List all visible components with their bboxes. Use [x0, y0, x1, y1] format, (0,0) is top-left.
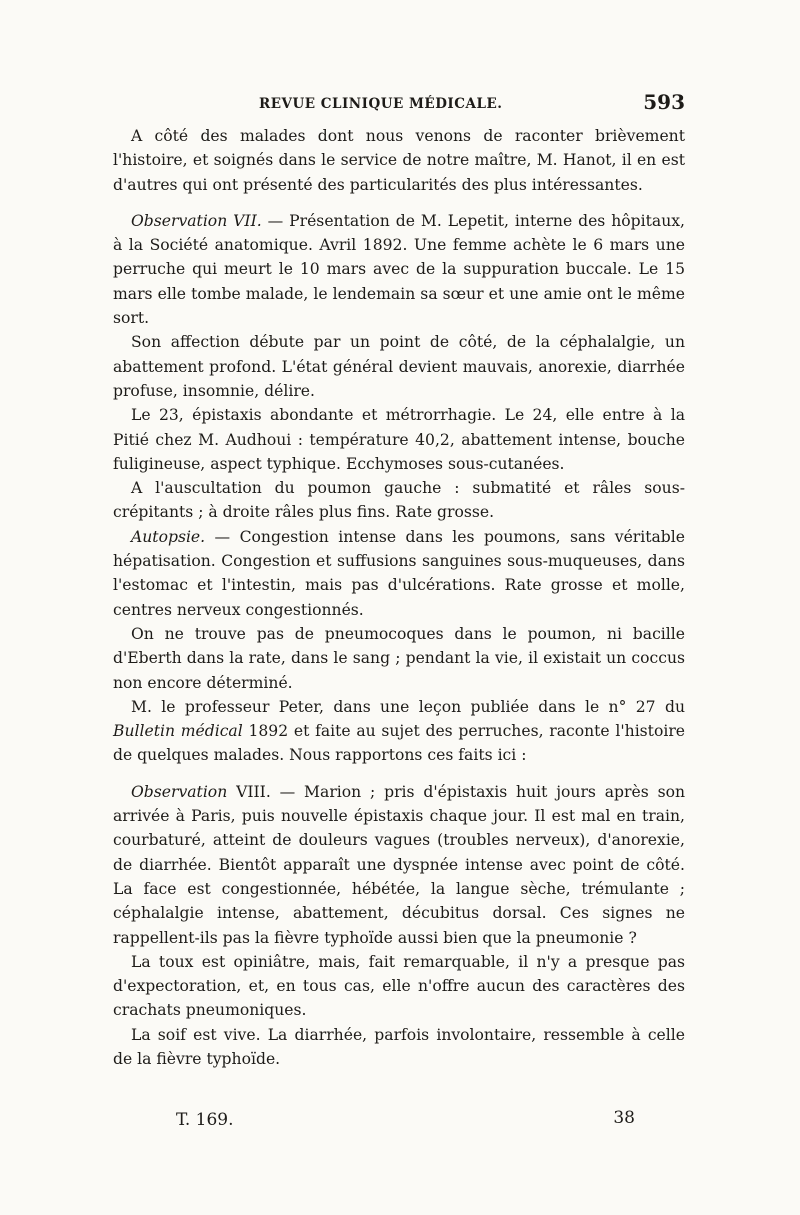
page-footer — [160, 1110, 635, 1136]
paragraph — [113, 403, 685, 476]
paragraph-text: La toux est opiniâtre, mais, fait remarquable, il n'y a presque pas d'expectoration, et, en tous cas, elle n'offre aucun des caractères des crachats pneumoniques. — [113, 952, 685, 1020]
observation-label: Observation VII. — [131, 211, 262, 230]
paragraph — [113, 124, 685, 197]
paragraph-text: — Congestion intense dans les poumons, sans véritable hépatisation. Congestion et suffusions sanguines sous-muqueuses, dans l'estomac et l'intestin, mais pas d'ulcérations. Rate grosse et molle, centres nerveux congestionnés. — [113, 527, 685, 619]
page-body — [113, 124, 685, 1071]
paragraph-text: M. le professeur Peter, dans une leçon publiée dans le n° 27 du — [131, 697, 685, 716]
paragraph — [113, 330, 685, 403]
paragraph-text: Son affection débute par un point de côté, de la céphalalgie, un abattement profond. L'état général devient mauvais, anorexie, diarrhée profuse, insomnie, délire. — [113, 333, 685, 400]
paragraph-text: On ne trouve pas de pneumocoques dans le poumon, ni bacille d'Eberth dans la rate, dans le sang ; pendant la vie, il existait un coccus non encore déterminé. — [113, 624, 685, 692]
page-header — [113, 90, 685, 120]
page-number: 593 — [643, 90, 685, 114]
paragraph — [113, 622, 685, 695]
paragraph-text: — Présentation de M. Lepetit, interne des hôpitaux, à la Société anatomique. Avril 1892. Une femme achète le 6 mars une perruche qui meurt le 10 mars avec de la suppuration buccale. Le 15 mars elle tombe malade, le lendemain sa sœur et une amie ont le même sort. — [113, 211, 685, 328]
paragraph — [113, 1023, 685, 1072]
observation-label: Observation — [131, 782, 228, 801]
signature-mark: T. 169. — [176, 1110, 234, 1130]
paragraph — [113, 695, 685, 768]
paragraph-text: — Marion ; pris d'épistaxis huit jours après son arrivée à Paris, puis nouvelle épistaxis chaque jour. Il est mal en train, courbaturé, atteint de douleurs vagues (troubles nerveux), d'anorexie, de diarrhée. Bientôt apparaît une dyspnée intense avec point de côté. La face est congestionnée, hébétée, la langue sèche, trémulante ; céphalalgie intense, abattement, décubitus dorsal. Ces signes ne rappellent-ils pas la fièvre typhoïde aussi bien que la pneumonie ? — [113, 782, 685, 947]
paragraph-text: A côté des malades dont nous venons de raconter brièvement l'histoire, et soignés dans le service de notre maître, M. Hanot, il en est d'autres qui ont présenté des particularités des plus intéressantes. — [113, 127, 685, 194]
observation-number: VIII. — [227, 782, 271, 801]
autopsie-label: Autopsie. — [131, 527, 206, 546]
paragraph-observation-viii — [113, 780, 685, 950]
paragraph — [113, 950, 685, 1023]
folio-number: 38 — [613, 1108, 635, 1128]
journal-title: Bulletin médical — [113, 722, 243, 741]
paragraph-text: Le 23, épistaxis abondante et métrorrhagie. Le 24, elle entre à la Pitié chez M. Audhoui : température 40,2, abattement intense, bouche fuligineuse, aspect typhique. Ecchymoses sous-cutanées. — [113, 406, 685, 473]
paragraph-text: A l'auscultation du poumon gauche : submatité et râles sous-crépitants ; à droite râles plus fins. Rate grosse. — [113, 479, 685, 522]
paragraph-text: 1892 et faite au sujet des perruches, raconte l'histoire de quelques malades. Nous rapportons ces faits ici : — [113, 722, 686, 765]
paragraph-autopsie — [113, 525, 685, 622]
paragraph-observation-vii — [113, 209, 685, 330]
paragraph-text: La soif est vive. La diarrhée, parfois involontaire, ressemble à celle de la fièvre typhoïde. — [113, 1025, 685, 1068]
running-head: REVUE CLINIQUE MÉDICALE. — [259, 96, 503, 112]
paragraph — [113, 476, 685, 525]
